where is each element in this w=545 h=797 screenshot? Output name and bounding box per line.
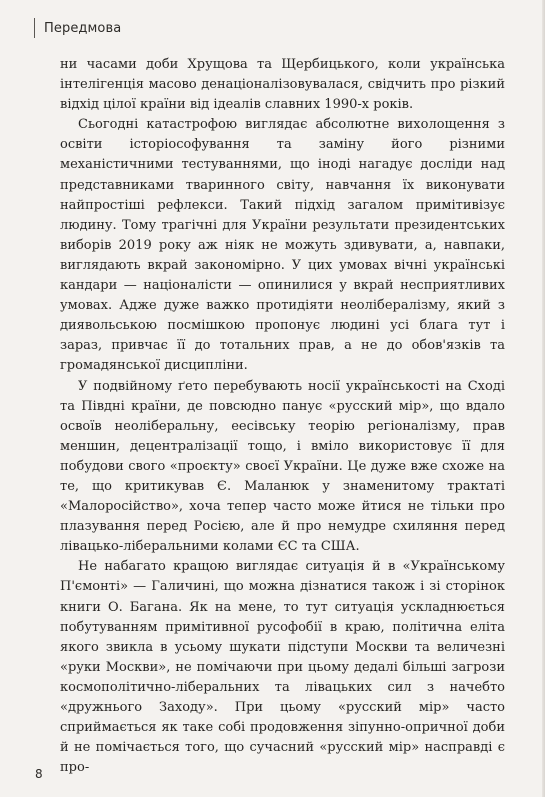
paragraph-4: Не набагато кращою виглядає ситуація й в «Українському П'ємонті» — Галичині, що можна дізнатися також і зі сторінок книги О. Багана. Як на мене, то тут ситуація ускладнюється побутуванням примітивної русофобії в краю, політична еліта якого звикла в усьому шукати підступи Москви та величезні «руки Москви», не помічаючи при цьому дедалі більші загрози космополітично-ліберальних та лівацьких сил з начебто «дружнього Заходу». При цьому «русский мір» часто сприймається як таке собі продовження зіпунно-опричної доби й не помічається того, що сучасний «русский мір» насправді є про-	[60, 559, 505, 776]
page-number: 8	[35, 767, 43, 781]
running-header	[34, 18, 121, 38]
paragraph-2: Сьогодні катастрофою виглядає абсолютне вихолощення з освіти історіософування та заміну його різними механістичними тестуваннями, що іноді нагадує досліди над представниками тваринного світу, навчання їх виконувати найпростіші рефлекси. Такий підхід загалом примітивізує людину. Тому трагічні для України результати президентських виборів 2019 року аж ніяк не можуть здивувати, а, навпаки, виглядають вкрай закономірно. У цих умовах вічні українські кандари — націоналісти — опинилися у вкрай несприятливих умовах. Адже дуже важко протидіяти неолібералізму, який з диявольською посмішкою пропонує людині усі блага тут і зараз, привчає її до тотальних прав, а не до обов'язків та громадянської дисципліни.	[60, 117, 505, 374]
paragraph-1: ни часами доби Хрущова та Щербицького, коли українська інтелігенція масово денаціоналізовувалася, свідчить про різкий відхід цілої країни від ідеалів славних 1990-х років.	[60, 57, 505, 113]
header-divider	[34, 18, 35, 38]
paragraph-3: У подвійному ґето перебувають носії українськості на Сході та Півдні країни, де повсюдно панує «русский мір», що вдало освоїв неоліберальну, еесівську теорію регіоналізму, прав меншин, децентралізації тощо, і вміло використовує її для побудови свого «проєкту» своєї України. Це дуже вже схоже на те, що критикував Є. Маланюк у знаменитому трактаті «Малоросійство», хоча тепер часто може йтися не тільки про плазування перед Росією, але й про немудре схиляння перед лівацько-ліберальними колами ЄС та США.	[60, 378, 505, 555]
section-title: Передмова	[44, 20, 122, 36]
body-text	[60, 55, 505, 778]
